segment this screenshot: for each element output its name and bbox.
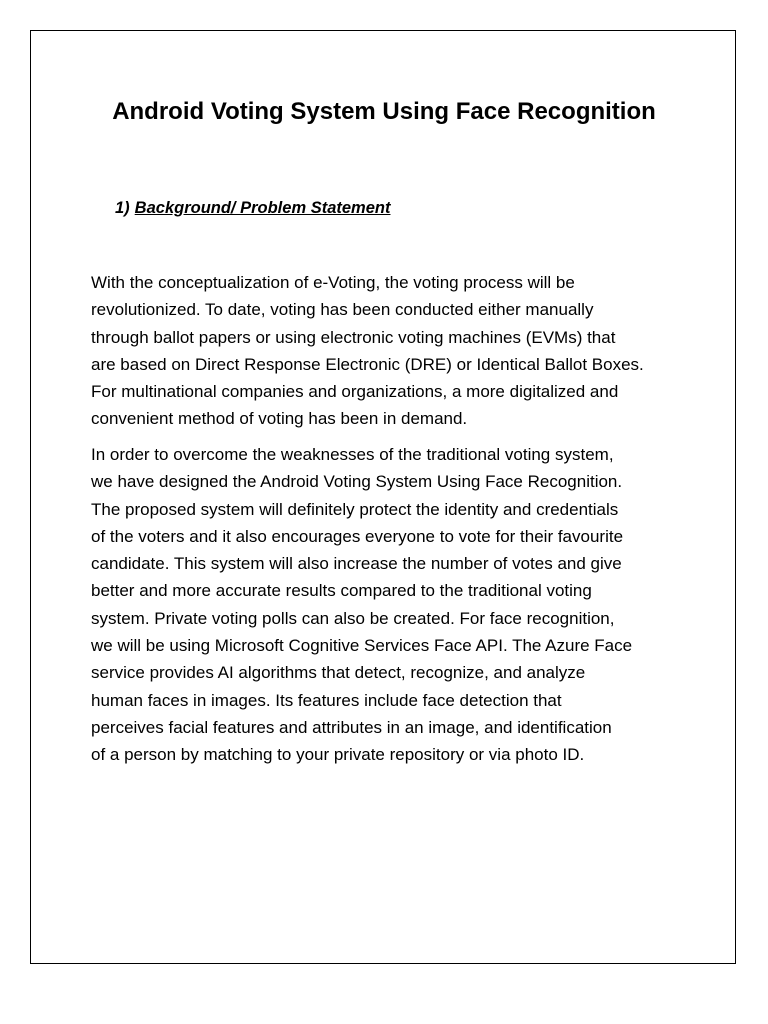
section-number: 1) — [115, 199, 130, 217]
section-heading-label: Background/ Problem Statement — [134, 199, 391, 217]
paragraph-2: In order to overcome the weaknesses of the traditional voting system, we have designed the Android Voting System Using Face Recognition. The proposed system will definitely protect the identity and credentials of the voters and it also encourages everyone to vote for their favourite candidate. This system will also increase the number of votes and give better and more accurate results compared to the traditional voting system. Private voting polls can also be created. For face recognition, we will be using Microsoft Cognitive Services Face API. The Azure Face service provides AI algorithms that detect, recognize, and analyze human faces in images. Its features include face detection that perceives facial features and attributes in an image, and identification of a person by matching to your private repository or via photo ID. — [91, 445, 633, 765]
paragraph-1: With the conceptualization of e-Voting, the voting process will be revolutionized. To date, voting has been conducted either manually through ballot papers or using electronic voting machines (EVMs) that are based on Direct Response Electronic (DRE) or Identical Ballot Boxes. For multinational companies and organizations, a more digitalized and convenient method of voting has been in demand. — [91, 273, 644, 429]
document-title: Android Voting System Using Face Recognition — [112, 98, 656, 125]
section-heading — [115, 196, 390, 220]
